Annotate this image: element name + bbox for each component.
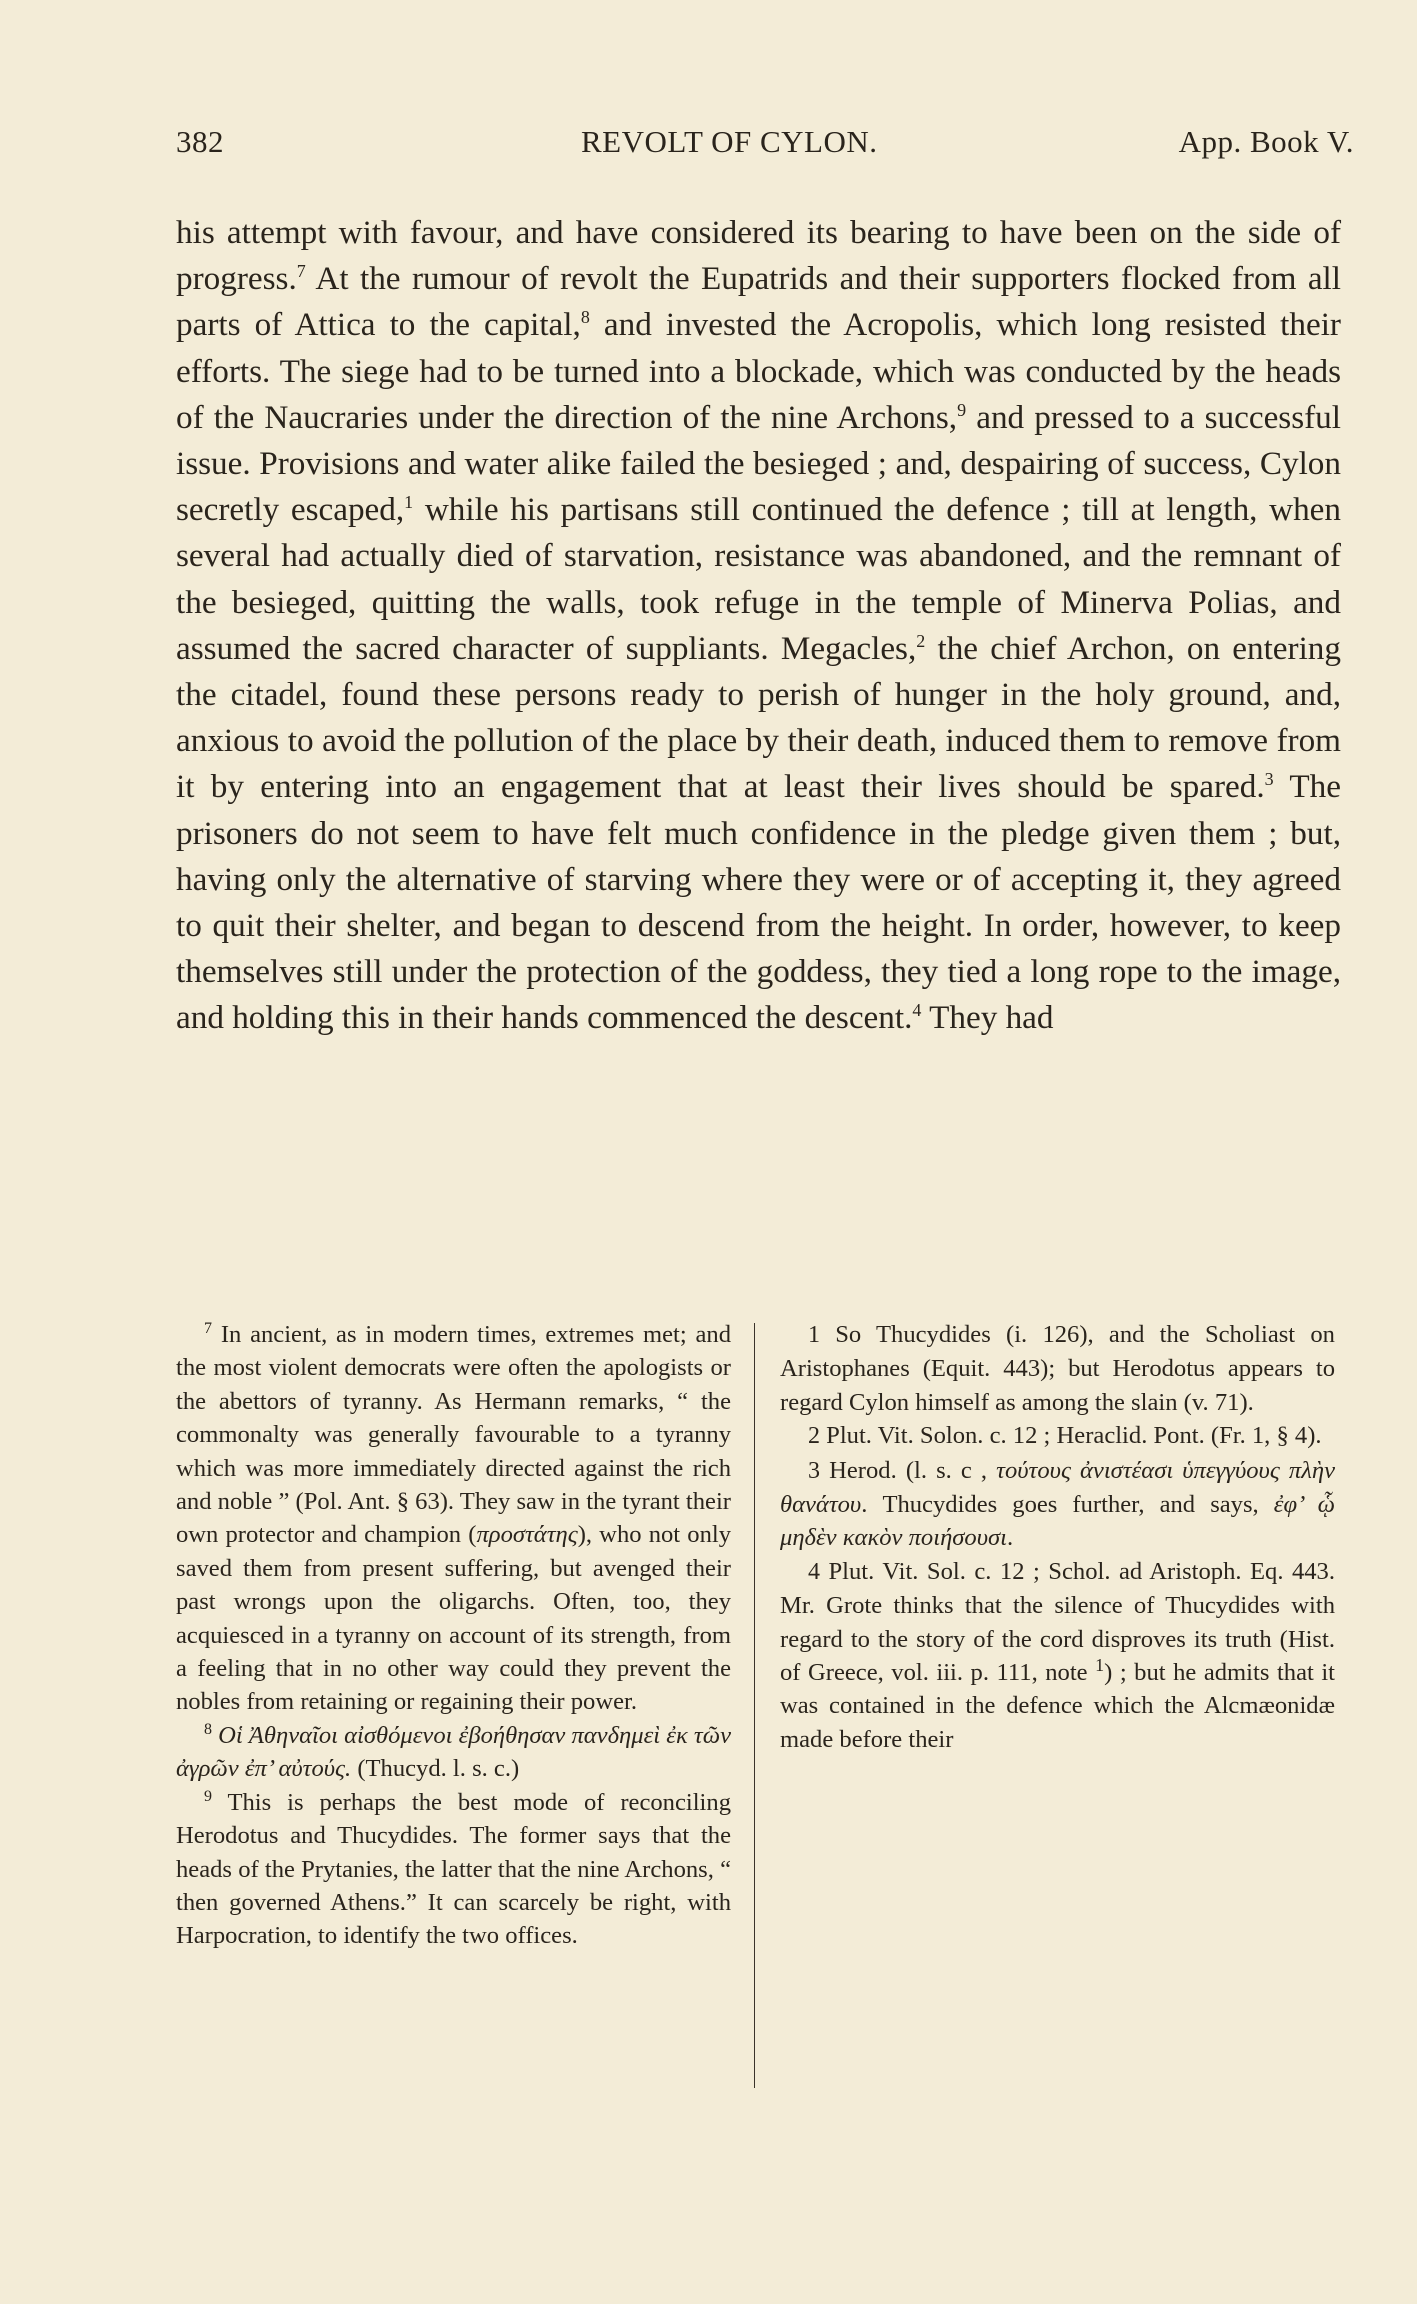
page-number: 382 (176, 124, 224, 159)
footnote-text: Plut. Vit. Solon. c. 12 ; Heraclid. Pont. (Fr. 1, § 4). (826, 1422, 1322, 1450)
footnote-ref: 3 (1264, 769, 1274, 790)
footnote-9 (176, 1786, 731, 1953)
footnotes-right-column (780, 1318, 1335, 1756)
running-title: REVOLT OF CYLON. (581, 124, 878, 159)
footnote-mark: 8 (204, 1720, 212, 1738)
footnote-text: (Thucyd. l. s. c.) (351, 1755, 520, 1783)
main-text-segment: and invested the Acropolis, which long resisted their efforts. The siege had to be turned into a blockade, which was conducted by the heads of the Naucraries under the direction of the nine Archons, (176, 306, 1341, 436)
main-text-segment: They had (921, 999, 1054, 1037)
footnote-3 (780, 1454, 1335, 1555)
footnote-mark: 3 (808, 1457, 820, 1484)
note-ref: 1 (1095, 1654, 1105, 1675)
footnote-text: ), who not only saved them from present suffering, but avenged their past wrongs upon the oligarchs. Often, too, they acquiesced in a tyranny on account of its strength, from a feeling that in no other way could they prevent the nobles from retaining or regaining their power. (176, 1521, 731, 1716)
footnote-text: In ancient, as in modern times, extremes met; and the most violent democrats were often the apologists or the abettors of tyranny. As Hermann remarks, “ the commonalty was generally favourable to a tyranny which was more immediately directed against the rich and noble ” (Pol. Ant. § 63). They saw in the tyrant their own protector and champion ( (176, 1321, 731, 1549)
footnote-mark: 1 (808, 1322, 820, 1348)
footnote-text: This is perhaps the best mode of reconciling Herodotus and Thucydides. The former says that the heads of the Prytanies, the latter that the nine Archons, “ then governed Athens.” It can scarcely be right, with Harpocration, to identify the two offices. (176, 1788, 731, 1950)
footnote-text: . Thucydides goes further, and says, (861, 1491, 1274, 1519)
footnote-text: Herod. (l. s. c , (829, 1456, 997, 1484)
footnote-mark: 9 (204, 1787, 212, 1805)
footnote-text: . (1006, 1524, 1014, 1552)
main-text-segment: The prisoners do not seem to have felt much confidence in the pledge given them ; but, having only the alternative of starving where they were or of accepting it, they agreed to quit their shelter, and began to descend from the height. In order, however, to keep themselves still under the protection of the goddess, they tied a long rope to the image, and holding this in their hands commenced the descent. (176, 768, 1341, 1037)
footnote-ref: 9 (957, 399, 967, 420)
greek-text: Οἱ Ἀθηναῖοι αἰσθόμενοι ἐβοήθησαν πανδημεὶ ἐκ τῶν ἀγρῶν ἐπ’ αὐτούς. (176, 1721, 731, 1783)
footnote-text: Plut. Vit. Sol. c. 12 ; Schol. ad Aristoph. Eq. 443. Mr. Grote thinks that the silence of Thucydides with regard to the story of the cord disproves its truth (Hist. of Greece, vol. iii. p. 111, note (780, 1557, 1335, 1687)
column-divider (754, 1323, 755, 2088)
footnote-ref: 2 (916, 630, 926, 651)
footnote-ref: 8 (580, 307, 590, 328)
footnote-ref: 1 (404, 492, 414, 513)
footnote-1 (780, 1318, 1335, 1419)
main-text-segment: while his partisans still continued the defence ; till at length, when several had actually died of starvation, resistance was abandoned, and the remnant of the besieged, quitting the walls, took refuge in the temple of Minerva Polias, and assumed the sacred character of suppliants. Megacles, (176, 491, 1341, 667)
main-text (176, 210, 1341, 1042)
footnote-4 (780, 1555, 1335, 1756)
main-text-segment: At the rumour of revolt the Eupatrids and their supporters flocked from all parts of Attica to the capital, (176, 260, 1341, 344)
book-reference: App. Book V. (1178, 124, 1354, 159)
greek-text: ἐφ’ ᾧ μηδὲν κακὸν ποιήσουσι (780, 1491, 1335, 1552)
greek-text: προστάτης (476, 1521, 578, 1549)
footnote-7 (176, 1318, 731, 1719)
main-text-segment: his attempt with favour, and have considered its bearing to have been on the side of progress. (176, 214, 1341, 298)
footnote-text: ) ; but he admits that it was contained in the defence which the Alcmæonidæ made before their (780, 1659, 1336, 1753)
footnote-mark: 2 (808, 1423, 820, 1450)
footnote-ref: 4 (912, 1000, 922, 1021)
page-header (176, 124, 1354, 168)
footnote-text: So Thucydides (i. 126), and the Scholiast on Aristophanes (Equit. 443); but Herodotus appears to regard Cylon himself as among the slain (v. 71). (780, 1321, 1335, 1416)
footnote-2 (780, 1419, 1335, 1453)
footnotes-left-column (176, 1318, 731, 1953)
main-text-segment: the chief Archon, on entering the citadel, found these persons ready to perish of hunger in the holy ground, and, anxious to avoid the pollution of the place by their death, induced them to remove from it by entering into an engagement that at least their lives should be spared. (176, 629, 1341, 806)
footnote-ref: 7 (296, 261, 306, 282)
greek-text: τούτους ἀνιστέασι ὑπεγγύους πλὴν θανάτου (780, 1456, 1335, 1519)
footnote-8 (176, 1719, 731, 1786)
footnote-mark: 4 (808, 1558, 820, 1585)
main-text-segment: and pressed to a successful issue. Provisions and water alike failed the besieged ; and, despairing of success, Cylon secretly escaped, (176, 398, 1341, 529)
footnote-mark: 7 (204, 1319, 212, 1337)
